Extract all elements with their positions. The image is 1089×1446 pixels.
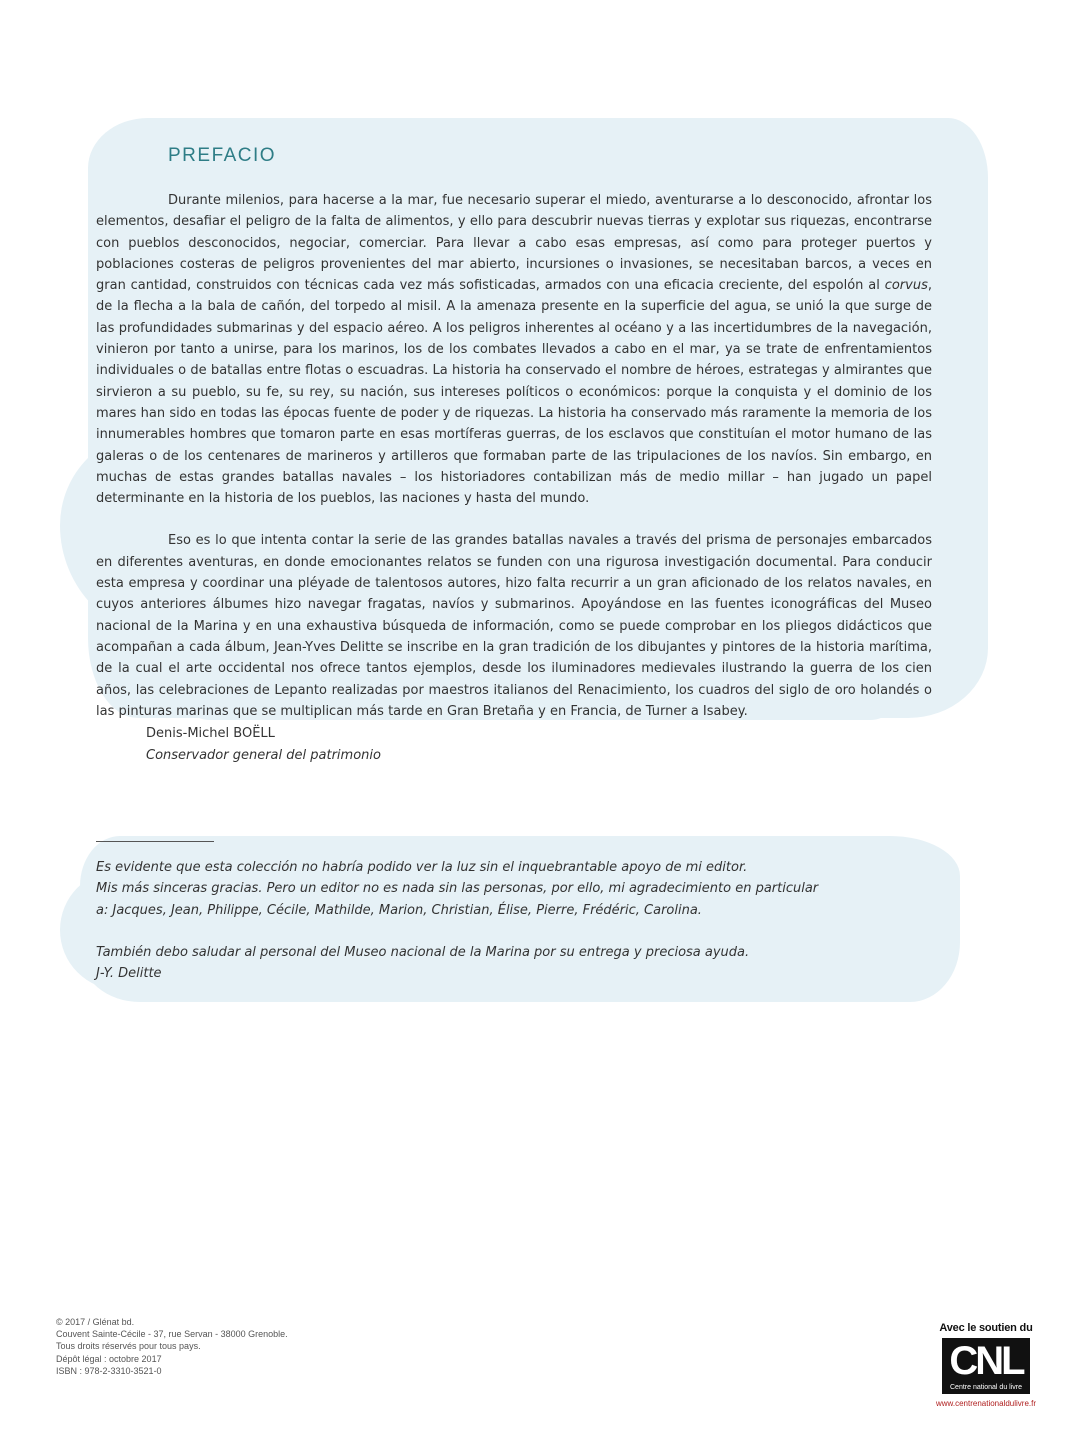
acknowledgement-line-3: a: Jacques, Jean, Philippe, Cécile, Mathilde, Marion, Christian, Élise, Pierre, Frédéric, Carolina. xyxy=(96,902,702,918)
colophon xyxy=(56,1316,288,1377)
signature-role: Conservador general del patrimonio xyxy=(146,747,381,763)
signature-block xyxy=(146,723,381,766)
colophon-address: Couvent Sainte-Cécile - 37, rue Servan - 38000 Grenoble. xyxy=(56,1329,288,1340)
colophon-isbn: ISBN : 978-2-3310-3521-0 xyxy=(56,1365,162,1376)
cnl-logo-letters: CNL xyxy=(949,1339,1023,1383)
cnl-support-block xyxy=(930,1322,1042,1408)
cnl-caption: Avec le soutien du xyxy=(939,1322,1033,1334)
preface-paragraph-1: Durante milenios, para hacerse a la mar, fue necesario superar el miedo, aventurarse a lo desconocido, afrontar los elementos, desafiar el peligro de la falta de alimentos, y ello para descubrir nuevas tierras y explotar sus riquezas, encontrarse con pueblos desconocidos, negociar, comerciar. Para llevar a cabo esas empresas, así como para proteger puertos y poblaciones costeras de peligros provenientes del mar abierto, incursiones o invasiones, se necesitaban barcos, a veces en gran cantidad, construidos con técnicas cada vez más sofisticadas, armados con una eficacia creciente, del espolón al corvus, de la flecha a la bala de cañón, del torpedo al misil. A la amenaza presente en la superficie del agua, se unió la que surge de las profundidades submarinas y del espacio aéreo. A los peligros inherentes al océano y a las incertidumbres de la navegación, vinieron por tanto a unirse, para los marinos, los de los combates llevados a cabo en el mar, ya se trate de enfrentamientos individuales o de batallas entre flotas o escuadras. La historia ha conservado el nombre de héroes, estrategas y almirantes que sirvieron a su pueblo, su fe, su rey, su nación, sus intereses políticos o económicos: porque la conquista y el dominio de los mares han sido en todas las épocas fuente de poder y de riquezas. La historia ha conservado más raramente la memoria de los innumerables hombres que tomaron parte en esas mortíferas guerras, de los esclavos que constituían el motor humano de las galeras o de los centenares de marineros y artilleros que formaban parte de las tripulaciones de los navíos. Sin embargo, en muchas de estas grandes batallas navales – los historiadores contabilizan más de medio millar – han jugado un papel determinante en la historia de los pueblos, las naciones y hasta del mundo. xyxy=(96,193,932,507)
colophon-copyright: © 2017 / Glénat bd. xyxy=(56,1317,135,1327)
acknowledgements-block xyxy=(96,857,856,984)
acknowledgement-line-1: Es evidente que esta colección no habría podido ver la luz sin el inquebrantable apoyo de mi editor. xyxy=(96,860,748,875)
acknowledgement-spacer xyxy=(96,921,856,942)
page-title: PREFACIO xyxy=(168,145,277,166)
preface-paragraph-2: Eso es lo que intenta contar la serie de las grandes batallas navales a través del prisma de personajes embarcados en diferentes aventuras, en donde emocionantes relatos se funden con una rigurosa investigación documental. Para conducir esta empresa y coordinar una pléyade de talentosos autores, hizo falta recurrir a un gran aficionado de los relatos navales, en cuyos anteriores álbumes hizo navegar fragatas, navíos y submarinos. Apoyándose en las fuentes iconográficas del Museo nacional de la Marina y en una exhaustiva búsqueda de información, como se puede comprobar en los pliegos didácticos que acompañan a cada álbum, Jean-Yves Delitte se inscribe en la gran tradición de los dibujantes y pintores de la historia marítima, de la cual el arte occidental nos ofrece tantos ejemplos, desde los iluminadores medievales ilustrando la guerra de los cien años, las celebraciones de Lepanto realizadas por maestros italianos del Renacimiento, los cuadros del siglo de oro holandés o las pinturas marinas que se multiplican más tarde en Gran Bretaña y en Francia, de Turner a Isabey. xyxy=(96,533,932,719)
acknowledgement-line-2: Mis más sinceras gracias. Pero un editor no es nada sin las personas, por ello, mi agradecimiento en particular xyxy=(96,881,819,897)
acknowledgement-signoff: J-Y. Delitte xyxy=(96,966,162,982)
cnl-url: www.centrenationaldulivre.fr xyxy=(935,1399,1037,1408)
colophon-rights: Tous droits réservés pour tous pays. xyxy=(56,1341,201,1352)
preface-body xyxy=(96,190,932,743)
footnote-divider xyxy=(96,841,214,842)
colophon-legal-deposit: Dépôt légal : octobre 2017 xyxy=(56,1353,162,1364)
cnl-logo-subtitle: Centre national du livre xyxy=(950,1384,1022,1391)
acknowledgement-closing: También debo saludar al personal del Museo nacional de la Marina por su entrega y preciosa ayuda. xyxy=(96,944,750,960)
signature-name: Denis-Michel BOËLL xyxy=(146,726,275,741)
cnl-logo xyxy=(942,1338,1030,1394)
